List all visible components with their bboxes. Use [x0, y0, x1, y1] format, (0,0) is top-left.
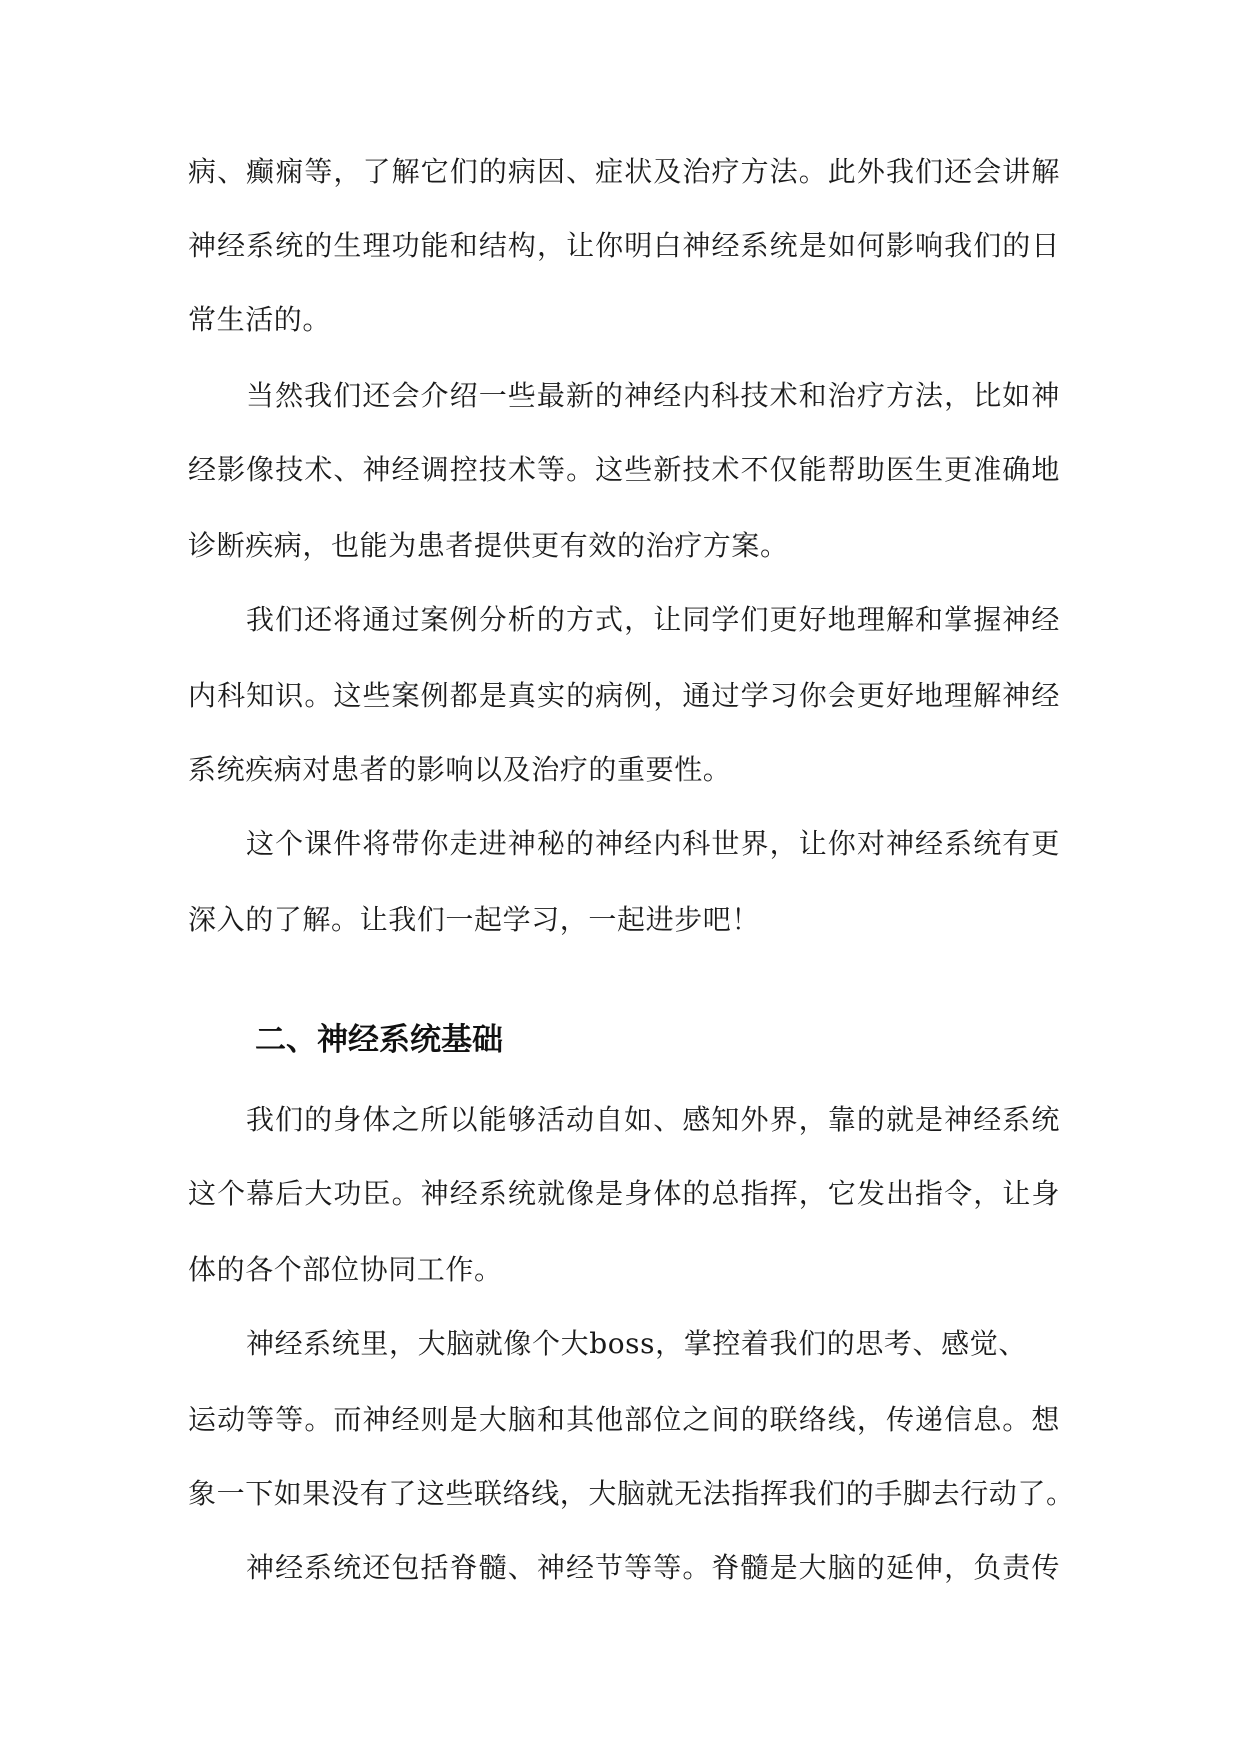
paragraph-line: 当然我们还会介绍一些最新的神经内科技术和治疗方法，比如神: [246, 379, 1060, 412]
paragraph-line: 这个幕后大功臣。神经系统就像是身体的总指挥，它发出指令，让身: [188, 1177, 1060, 1210]
paragraph-line: 运动等等。而神经则是大脑和其他部位之间的联络线，传递信息。想: [188, 1403, 1060, 1436]
paragraph-line: 神经系统还包括脊髓、神经节等等。脊髓是大脑的延伸，负责传: [246, 1551, 1060, 1584]
paragraph-line: 我们的身体之所以能够活动自如、感知外界，靠的就是神经系统: [246, 1103, 1060, 1136]
paragraph-line: 病、癫痫等，了解它们的病因、症状及治疗方法。此外我们还会讲解: [188, 155, 1060, 188]
paragraph-line: 象一下如果没有了这些联络线，大脑就无法指挥我们的手脚去行动了。: [188, 1477, 1075, 1510]
paragraph-line: 经影像技术、神经调控技术等。这些新技术不仅能帮助医生更准确地: [188, 453, 1060, 486]
paragraph-line: 深入的了解。让我们一起学习，一起进步吧！: [188, 903, 761, 936]
paragraph-line: 神经系统的生理功能和结构，让你明白神经系统是如何影响我们的日: [188, 229, 1060, 262]
paragraph-line: 内科知识。这些案例都是真实的病例，通过学习你会更好地理解神经: [188, 679, 1060, 712]
paragraph-line: 常生活的。: [188, 303, 332, 336]
paragraph-line: 神经系统里，大脑就像个大boss，掌控着我们的思考、感觉、: [246, 1327, 1027, 1360]
paragraph-line: 这个课件将带你走进神秘的神经内科世界，让你对神经系统有更: [246, 827, 1060, 860]
paragraph-line: 我们还将通过案例分析的方式，让同学们更好地理解和掌握神经: [246, 603, 1060, 636]
paragraph-line: 系统疾病对患者的影响以及治疗的重要性。: [188, 753, 732, 786]
paragraph-line: 诊断疾病，也能为患者提供更有效的治疗方案。: [188, 529, 789, 562]
paragraph-line: 体的各个部位协同工作。: [188, 1253, 503, 1286]
section-heading: 二、神经系统基础: [255, 1022, 503, 1058]
